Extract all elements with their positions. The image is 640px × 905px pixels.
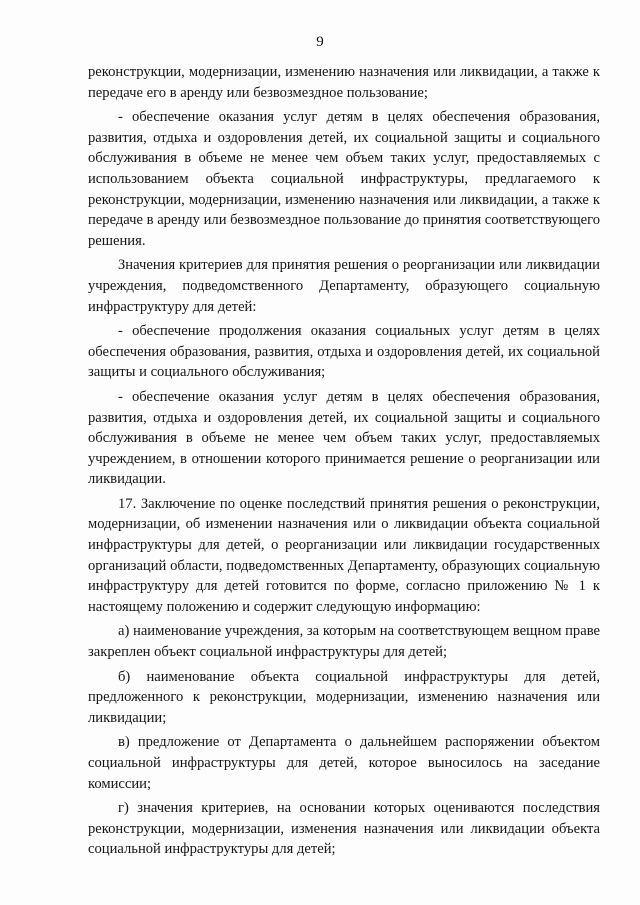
page-number: 9 bbox=[316, 34, 324, 50]
document-body bbox=[88, 62, 600, 864]
paragraph: - обеспечение оказания услуг детям в целях обеспечения образования, развития, отдыха и оздоровления детей, их социальной защиты и социального обслуживания в объеме не менее чем объем таких услуг, предоставляемых с использованием объекта социальной инфраструктуры, предлагаемого к реконструкции, модернизации, изменению назначения или ликвидации, а также к передаче в аренду или безвозмездное пользование до принятия соответствующего решения. bbox=[88, 109, 600, 249]
paragraph: 17. Заключение по оценке последствий принятия решения о реконструкции, модернизации, об изменении назначения или о ликвидации объекта социальной инфраструктуры для детей, о реорганизации или ликвидации государственных организаций области, подведомственных Департаменту, образующих социальную инфраструктуру для детей готовится по форме, согласно приложению № 1 к настоящему положению и содержит следующую информацию: bbox=[88, 495, 600, 615]
paragraph: - обеспечение оказания услуг детям в целях обеспечения образования, развития, отдыха и оздоровления детей, их социальной защиты и социального обслуживания в объеме не менее чем объем таких услуг, предоставляемых учреждением, в отношении которого принимается решение о реорганизации или ликвидации. bbox=[88, 388, 600, 488]
paragraph: б) наименование объекта социальной инфраструктуры для детей, предложенного к реконструкции, модернизации, изменению назначения или ликвидации; bbox=[88, 668, 600, 726]
paragraph: г) значения критериев, на основании которых оцениваются последствия реконструкции, модернизации, изменения назначения или ликвидации объекта социальной инфраструктуры для детей; bbox=[88, 800, 600, 858]
paragraph: реконструкции, модернизации, изменению назначения или ликвидации, а также к передаче его в аренду или безвозмездное пользование; bbox=[88, 64, 600, 101]
paragraph: в) предложение от Департамента о дальнейшем распоряжении объектом социальной инфраструктуры для детей, которое выносилось на заседание комиссии; bbox=[88, 734, 600, 792]
paragraph: - обеспечение продолжения оказания социальных услуг детям в целях обеспечения образования, развития, отдыха и оздоровления детей, их социальной защиты и социального обслуживания; bbox=[88, 323, 600, 381]
paragraph: а) наименование учреждения, за которым на соответствующем вещном праве закреплен объект социальной инфраструктуры для детей; bbox=[88, 623, 600, 661]
paragraph: Значения критериев для принятия решения о реорганизации или ликвидации учреждения, подведомственного Департаменту, образующего социальную инфраструктуру для детей: bbox=[88, 257, 600, 315]
